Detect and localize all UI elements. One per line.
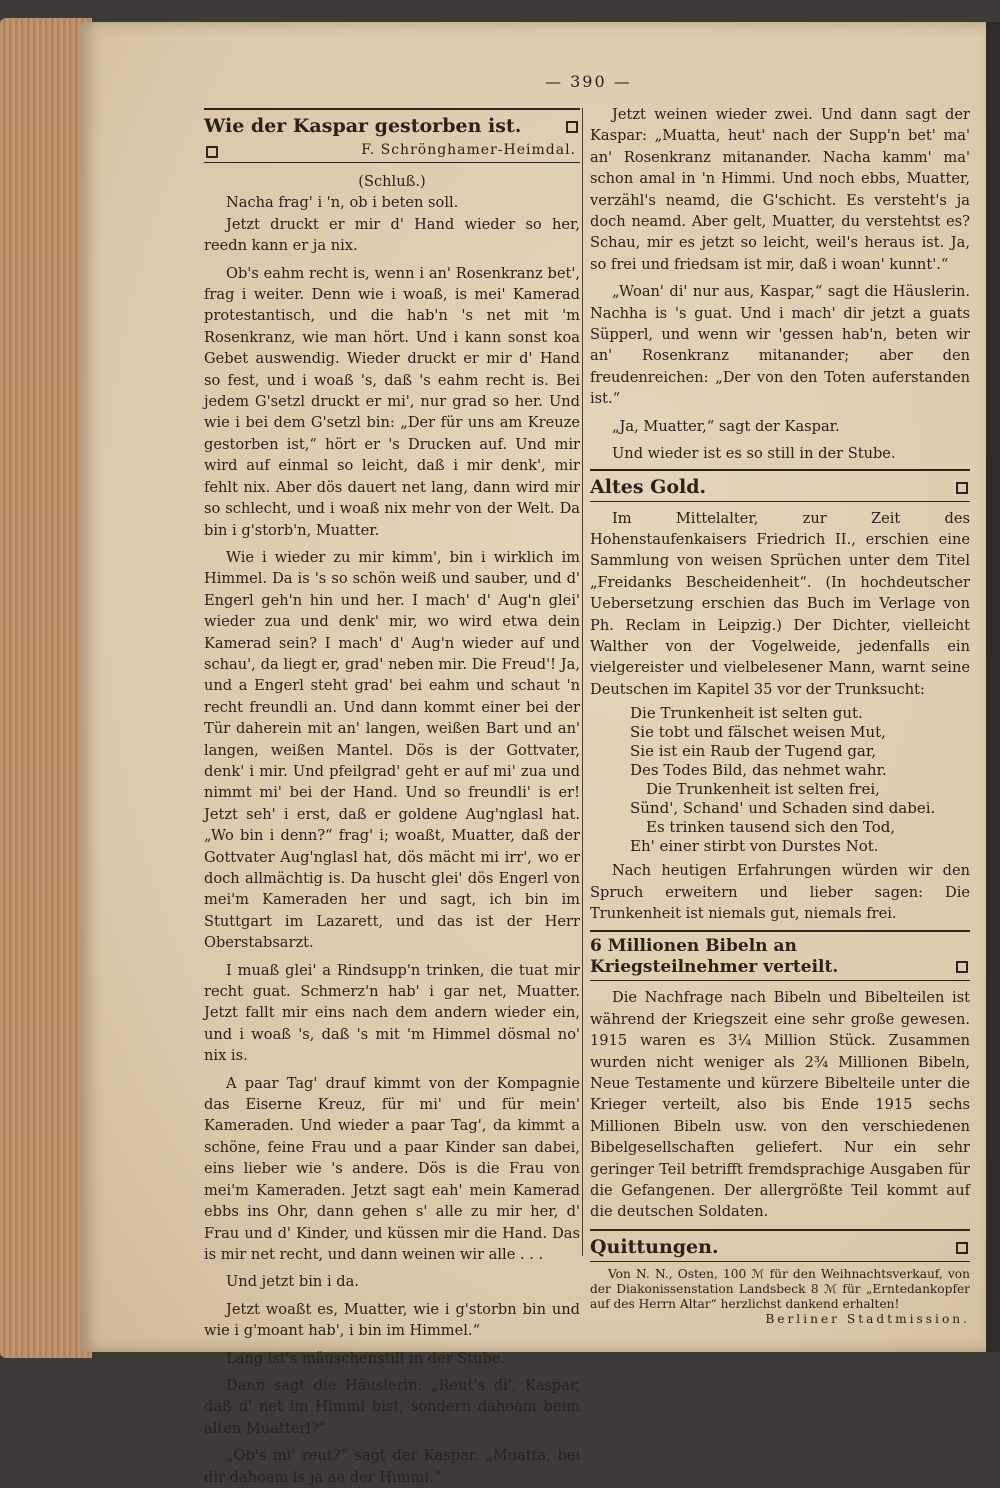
verse-line: Eh' einer stirbt von Durstes Not. <box>630 837 879 856</box>
paragraph: Nach heutigen Erfahrungen würden wir den Spruch erweitern und lieber sagen: Die Trunkenheit ist niemals gut, niemals frei. <box>590 862 970 922</box>
square-ornament-icon <box>566 121 578 133</box>
square-ornament-icon <box>956 1242 968 1254</box>
paragraph: Jetzt druckt er mir d' Hand wieder so her, reedn kann er ja nix. <box>204 215 580 255</box>
square-ornament-icon <box>956 961 968 973</box>
paragraph: Und jetzt bin i da. <box>226 1273 359 1291</box>
paragraph: Lang ist's mäuschenstill in der Stube. <box>226 1349 506 1367</box>
verse-line: Sie tobt und fälschet weisen Mut, <box>630 723 886 742</box>
page-number: — 390 — <box>545 72 632 91</box>
column-divider <box>582 108 583 1256</box>
paragraph: Von N. N., Osten, 100 ℳ für den Weihnachtsverkauf, von der Diakonissenstation Landsbeck 8 ℳ für „Erntedankopfer auf des Herrn Altar“ herzlichst dankend erhalten! <box>590 1266 970 1311</box>
paragraph: „Ja, Muatter,“ sagt der Kaspar. <box>612 417 840 435</box>
left-column <box>204 108 580 1488</box>
paragraph: Jetzt woaßt es, Muatter, wie i g'storbn bin und wie i g'moant hab', i bin im Himmel.“ <box>204 1300 580 1340</box>
verse-line: Des Todes Bild, das nehmet wahr. <box>630 761 887 780</box>
paragraph: Die Nachfrage nach Bibeln und Bibelteilen ist während der Kriegszeit eine sehr große gewesen. 1915 waren es 3¼ Million Stück. Zusammen wurden nicht weniger als 2¾ Millionen Bibeln, Neue Testamente und kürzere Bibelteile unter die Krieger verteilt, also bis Ende 1915 sechs Millionen Bibeln usw. von den verschiedenen Bibelgesellschaften geliefert. Nur ein sehr geringer Teil betrifft fremdsprachige Ausgaben für die Gefangenen. Der allergrößte Teil kommt auf die deutschen Soldaten. <box>590 989 970 1221</box>
square-ornament-icon <box>956 482 968 494</box>
verse-line: Es trinken tausend sich den Tod, <box>646 818 896 837</box>
byline <box>204 140 580 162</box>
paragraph: I muaß glei' a Rindsupp'n trinken, die tuat mir recht guat. Schmerz'n hab' i gar net, Muatter. Jetzt fallt mir eins nach dem andern wieder ein, und i woaß 's, daß 's mit 'm Himmel dösmal no' nix is. <box>204 961 580 1065</box>
paragraph: „Ob's mi' reut?“ sagt der Kaspar. „Muatta, bei dir dahoam is ja aa der Himmi.“ <box>204 1447 580 1486</box>
article-title-text: Wie der Kaspar gestorben ist. <box>204 115 522 137</box>
paragraph: Jetzt weinen wieder zwei. Und dann sagt der Kaspar: „Muatta, heut' nach der Supp'n bet' ma' an' Rosenkranz mitanander. Nacha kamm' ma' schon amal in 'n Himmi. Und noch ebbs, Muatter, verzähl's neamd, die G'schicht. Es versteht's ja doch neamd. Aber gelt, Muatter, du verstehtst es? Schau, mir es jetzt so leicht, weil's heraus ist. Ja, so frei und friedsam ist mir, daß i woan' kunnt'.“ <box>590 106 970 273</box>
article-title-text: Altes Gold. <box>590 475 707 498</box>
paragraph: Und wieder ist es so still in der Stube. <box>612 445 896 463</box>
right-book-edge <box>986 22 1000 1352</box>
paragraph: Nacha frag' i 'n, ob i beten soll. <box>226 194 459 212</box>
article-title-kaspar <box>204 114 580 138</box>
section-rule <box>590 1229 970 1231</box>
signature: Berliner Stadtmission. <box>765 1311 970 1326</box>
article-title-quittungen <box>590 1235 970 1259</box>
square-ornament-icon <box>206 146 218 158</box>
paragraph: A paar Tag' drauf kimmt von der Kompagnie das Eiserne Kreuz, für mi' und für mein' Kameraden. Und wieder a paar Tag', da kimmt a schöne, feine Frau und a paar Kinder san dabei, eins lieber wie 's andere. Dös is die Frau von mei'm Kameraden. Jetzt sagt eah' mein Kamerad ebbs ins Ohr, dann gehen s' alle zu mir her, d' Frau und d' Kinder, und küssen mir die Hand. Das is mir net recht, und dann weinen wir alle . . . <box>204 1074 580 1263</box>
book-page-edges <box>0 18 92 1358</box>
paragraph: „Woan' di' nur aus, Kaspar,“ sagt die Häuslerin. Nachha is 's guat. Und i mach' dir jetzt a guats Süpperl, und wenn wir 'gessen hab'n, beten wir an' Rosenkranz mitanander; aber den freudenreichen: „Der von den Toten auferstanden ist.“ <box>590 283 970 408</box>
receipts-block <box>590 1267 970 1327</box>
article-title-bibeln <box>590 936 970 978</box>
article-title-altes-gold <box>590 475 970 499</box>
author-name: F. Schrönghamer-Heimdal. <box>361 142 576 158</box>
paragraph: Wie i wieder zu mir kimm', bin i wirklich im Himmel. Da is 's so schön weiß und sauber, und d' Engerl geh'n hin und her. I mach' d' Aug'n glei' wieder zua und denk' mir, wo wird etwa dein Kamerad sein? I mach' d' Aug'n wieder auf und schau', da liegt er, grad' neben mir. Die Freud'! Ja, und a Engerl steht grad' bei eahm und schaut 'n recht freundli an. Und dann kommt einer bei der Tür daherein mit an' langen, weißen Bart und an' langen, weißen Mantel. Dös is der Gottvater, denk' i mir. Und pfeilgrad' geht er auf mi' zua und nimmt mi' bei der Hand. Und so freundli' is er! Jetzt seh' i erst, daß er goldene Aug'nglasl hat. „Wo bin i denn?“ frag' i; woaßt, Muatter, daß der Gottvater Aug'nglasl hat, dös mächt mi irr', wo er doch allmächtig is. Da huscht glei' dös Engerl von mei'm Kameraden her und sagt, ich bin im Stuttgart im Lazarett, und das ist der Herr Oberstabsarzt. <box>204 548 580 952</box>
paragraph: (Schluß.) <box>358 173 426 190</box>
right-column <box>590 104 970 1327</box>
section-rule <box>590 930 970 932</box>
verse-line: Die Trunkenheit ist selten frei, <box>646 780 880 799</box>
article-title-text: Quittungen. <box>590 1235 719 1258</box>
section-rule <box>590 469 970 471</box>
verse-line: Die Trunkenheit ist selten gut. <box>630 704 863 723</box>
verse-line: Sünd', Schand' und Schaden sind dabei. <box>630 799 936 818</box>
top-rule <box>204 108 580 110</box>
article-title-text: 6 Millionen Bibeln an Kriegsteilnehmer verteilt. <box>590 936 839 978</box>
verse-line: Sie ist ein Raub der Tugend gar, <box>630 742 877 761</box>
paragraph: Ob's eahm recht is, wenn i an' Rosenkranz bet', frag i weiter. Denn wie i woaß, is mei' Kamerad protestantisch, und die hab'n 's net mit 'm Rosenkranz, wie man hört. Und i kann sonst koa Gebet auswendig. Wieder druckt er mir d' Hand so fest, und i woaß 's, daß 's eahm recht is. Bei jedem G'setzl druckt er mi', nur grad so her. Und wie i bei dem G'setzl bin: „Der für uns am Kreuze gestorben ist,“ hört er 's Drucken auf. Und mir wird auf einmal so leicht, daß i mir denk', mir fehlt nix. Aber dös dauert net lang, dann wird mir so schlecht, und i woaß nix mehr von der Welt. Da bin i g'storb'n, Muatter. <box>204 264 580 539</box>
paragraph: Dann sagt die Häuslerin: „Reut's di', Kaspar, daß d' net im Himmi bist, sondern dahoam beim alten Muatterl?“ <box>204 1376 580 1437</box>
paragraph: Im Mittelalter, zur Zeit des Hohenstaufenkaisers Friedrich II., erschien eine Sammlung von weisen Sprüchen unter dem Titel „Freidanks Bescheidenheit“. (In hochdeutscher Uebersetzung erschien das Buch im Verlage von Ph. Reclam in Leipzig.) Der Dichter, vielleicht Walther von der Vogelweide, jedenfalls ein vielgereister und vielbelesener Mann, warnt seine Deutschen im Kapitel 35 vor der Trunksucht: <box>590 509 970 698</box>
verse-block <box>590 704 970 856</box>
